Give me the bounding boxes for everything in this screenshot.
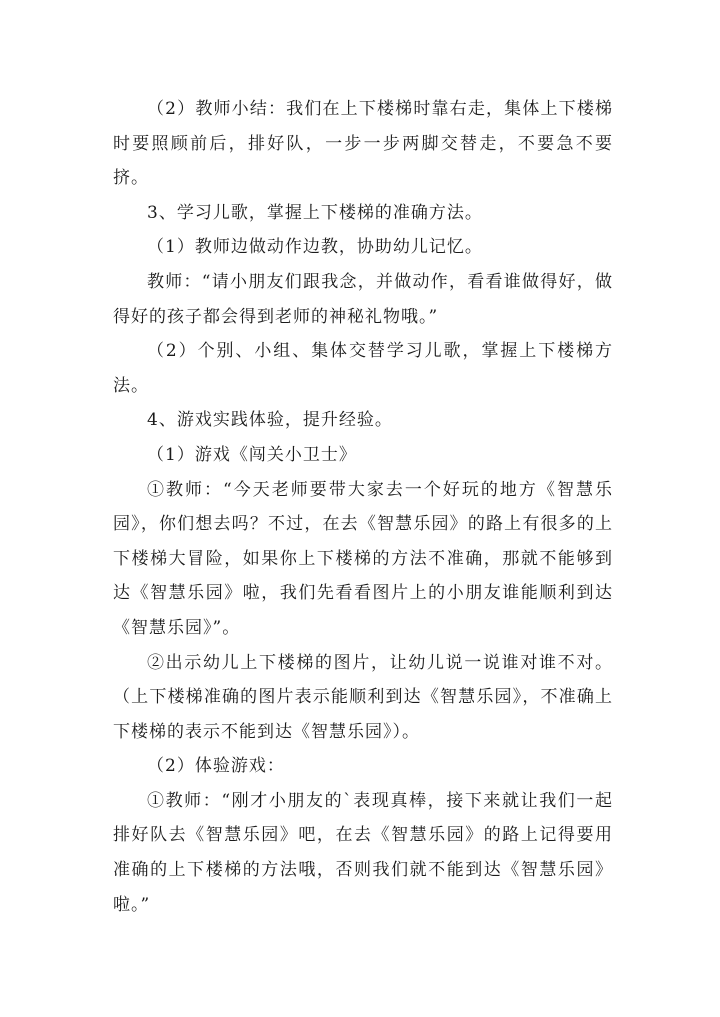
paragraph-step-3-heading: 3、学习儿歌，掌握上下楼梯的准确方法。 xyxy=(147,202,483,223)
document-body xyxy=(113,92,613,922)
paragraph-step-3-2: （2）个别、小组、集体交替学习儿歌，掌握上下楼梯方法。 xyxy=(113,341,613,396)
paragraph-step-4-heading: 4、游戏实践体验，提升经验。 xyxy=(147,410,393,431)
paragraph-teacher-quote-1: 教师：“请小朋友们跟我念，并做动作，看看谁做得好，做得好的孩子都会得到老师的神秘礼物哦。” xyxy=(113,271,613,327)
paragraph-teacher-quote-2: ①教师：“今天老师要带大家去一个好玩的地方《智慧乐园》，你们想去吗？不过，在去《智慧乐园》的路上有很多的上下楼梯大冒险，如果你上下楼梯的方法不准确，那就不能够到达《智慧乐园》啦，我们先看看图片上的小朋友谁能顺利到达《智慧乐园》”。 xyxy=(113,479,613,638)
paragraph-game-title: （1）游戏《闯关小卫士》 xyxy=(147,444,357,465)
paragraph-experience-game: （2）体验游戏： xyxy=(147,756,285,777)
paragraph-teacher-summary: （2）教师小结：我们在上下楼梯时靠右走，集体上下楼梯时要照顾前后，排好队，一步一步两脚交替走，不要急不要挤。 xyxy=(113,99,613,189)
paragraph-show-pictures: ②出示幼儿上下楼梯的图片，让幼儿说一说谁对谁不对。（上下楼梯准确的图片表示能顺利到达《智慧乐园》，不准确上下楼梯的表示不能到达《智慧乐园》）。 xyxy=(113,652,613,742)
paragraph-step-3-1: （1）教师边做动作边教，协助幼儿记忆。 xyxy=(147,237,483,258)
paragraph-teacher-quote-3: ①教师：“刚才小朋友的`表现真棒，接下来就让我们一起排好队去《智慧乐园》吧，在去《智慧乐园》的路上记得要用准确的上下楼梯的方法哦，否则我们就不能到达《智慧乐园》啦。” xyxy=(113,790,613,915)
